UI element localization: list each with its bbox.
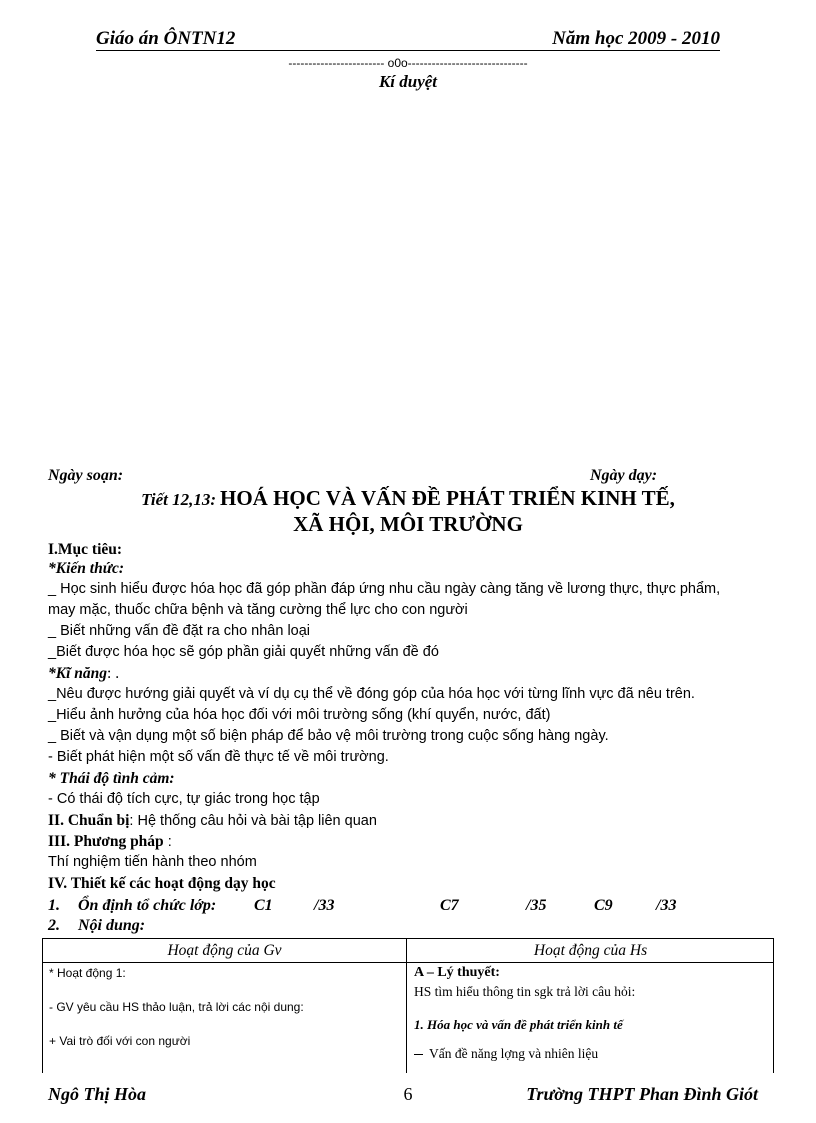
preparation-text: : Hệ thống câu hỏi và bài tập liên quan <box>129 813 377 829</box>
header-divider: ------------------------ o0o------------------------------ <box>288 56 528 70</box>
teacher-activity-line2: - GV yêu cầu HS thảo luận, trả lời các nội dung: <box>49 1000 304 1014</box>
class-item-number: 1. <box>48 897 60 914</box>
design-heading: IV. Thiết kế các hoạt động dạy học <box>48 875 276 892</box>
knowledge-item-3: _Biết được hóa học sẽ góp phần giải quyết những vấn đề đó <box>48 644 439 660</box>
method-line <box>48 833 172 851</box>
objectives-heading: I.Mục tiêu: <box>48 541 123 558</box>
skills-heading-suffix: : . <box>107 665 120 682</box>
skills-item-4: - Biết phát hiện một số vấn đề thực tế về môi trường. <box>48 749 389 765</box>
method-heading: III. Phương pháp <box>48 833 164 850</box>
dash-icon <box>414 1054 423 1055</box>
footer-page-number: 6 <box>403 1084 413 1104</box>
class-c9: C9 <box>594 897 613 914</box>
table-header-divider <box>43 962 773 963</box>
lesson-title-line1 <box>0 486 816 511</box>
preparation-heading: II. Chuẩn bị <box>48 812 130 829</box>
teacher-activity-line1: * Hoạt động 1: <box>49 966 126 980</box>
knowledge-item-1b: may mặc, thuốc chữa bệnh và tăng cường thể lực cho con người <box>48 602 468 618</box>
knowledge-item-2: _ Biết những vấn đề đặt ra cho nhân loại <box>48 623 311 639</box>
content-item-number: 2. <box>48 917 60 934</box>
method-suffix: : <box>163 834 172 850</box>
student-activity-line2: HS tìm hiểu thông tin sgk trả lời câu hỏi: <box>414 984 636 999</box>
student-activity-line4 <box>414 1046 598 1062</box>
teacher-activity-line3: + Vai trò đối với con người <box>49 1034 191 1048</box>
date-prepared-label: Ngày soạn: <box>48 467 124 484</box>
header-left-title: Giáo án ÔNTN12 <box>96 28 236 49</box>
knowledge-heading: *Kiến thức: <box>48 560 125 577</box>
table-header-teacher: Hoạt động của Gv <box>167 942 282 959</box>
class-c9-count: /33 <box>656 897 677 914</box>
content-label: Nội dung: <box>78 917 146 934</box>
knowledge-item-1a: _ Học sinh hiểu được hóa học đã góp phần đáp ứng nhu cầu ngày càng tăng về lương thực, thực phẩm, <box>48 581 721 597</box>
lesson-number: Tiết 12,13: <box>141 490 216 509</box>
skills-heading-line <box>48 665 119 683</box>
table-header-student: Hoạt động của Hs <box>533 942 648 959</box>
skills-item-1: _Nêu được hướng giải quyết và ví dụ cụ thể về đóng góp của hóa học với từng lĩnh vực đã nêu trên. <box>48 686 695 702</box>
header-school-year: Năm học 2009 - 2010 <box>552 28 720 49</box>
preparation-line <box>48 812 377 830</box>
class-c7-count: /35 <box>526 897 547 914</box>
skills-item-3: _ Biết và vận dụng một số biện pháp để bảo vệ môi trường trong cuộc sống hàng ngày. <box>48 728 609 744</box>
skills-item-2: _Hiểu ảnh hưởng của hóa học đối với môi trường sống (khí quyển, nước, đất) <box>48 707 551 723</box>
class-c1-count: /33 <box>314 897 335 914</box>
attitude-heading: * Thái độ tình cảm: <box>48 770 175 787</box>
lesson-title-line2: XÃ HỘI, MÔI TRƯỜNG <box>293 512 523 536</box>
class-c1: C1 <box>254 897 273 914</box>
method-text: Thí nghiệm tiến hành theo nhóm <box>48 854 257 870</box>
footer-school: Trường THPT Phan Đình Giót <box>526 1084 758 1104</box>
student-activity-line1: A – Lý thuyết: <box>414 965 500 980</box>
attitude-item-1: - Có thái độ tích cực, tự giác trong học tập <box>48 791 320 807</box>
lesson-title-text: HOÁ HỌC VÀ VẤN ĐỀ PHÁT TRIỂN KINH TẾ, <box>220 486 675 510</box>
student-activity-line4-text: Vấn đề năng lợng và nhiên liệu <box>429 1046 599 1061</box>
approval-label: Kí duyệt <box>378 72 438 91</box>
student-activity-line3: 1. Hóa học và vấn đề phát triển kinh tế <box>414 1017 623 1032</box>
class-c7: C7 <box>440 897 459 914</box>
skills-heading: *Kĩ năng <box>48 665 108 682</box>
footer-author: Ngô Thị Hòa <box>48 1084 147 1104</box>
header-rule <box>96 50 720 51</box>
class-label: Ổn định tổ chức lớp: <box>78 897 217 914</box>
date-taught-label: Ngày dạy: <box>590 467 658 484</box>
activities-table <box>42 938 774 1073</box>
